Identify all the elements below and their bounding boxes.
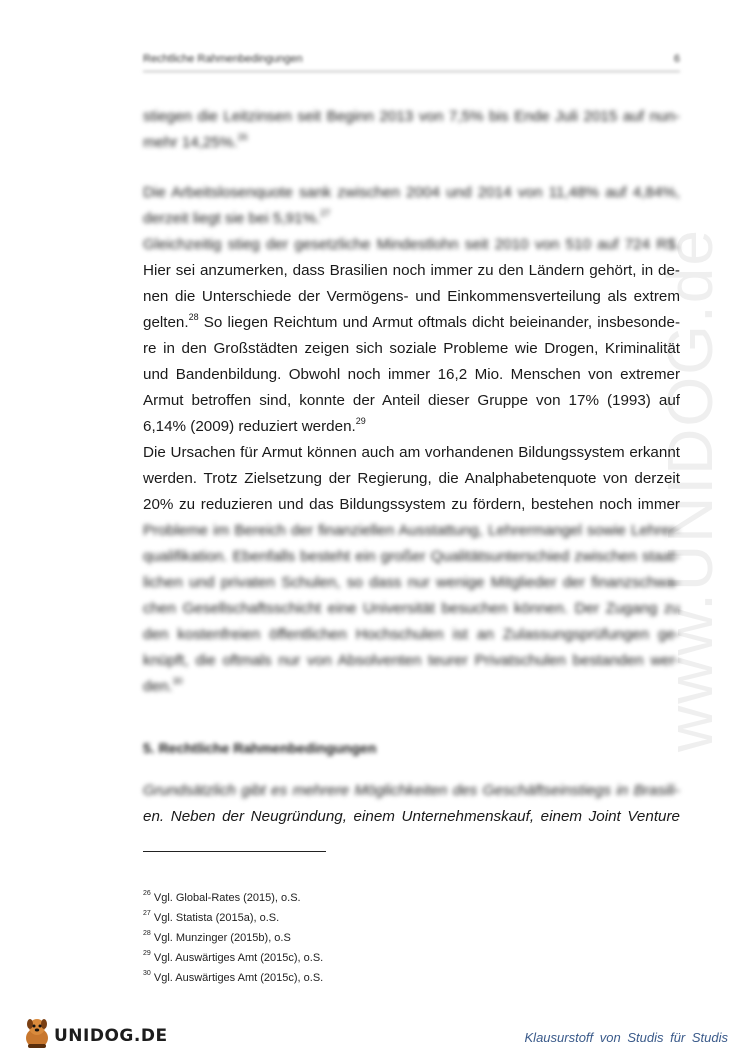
running-header bbox=[143, 53, 680, 72]
text-line: nen die Unterschiede der Vermögens- und Einkommensverteilung als extrem bbox=[143, 288, 680, 305]
logo-text: UNIDOG.DE bbox=[54, 1025, 168, 1046]
text-line: Die Arbeitslosenquote sank zwischen 2004 und 2014 von 11,48% auf 4,84%, bbox=[143, 184, 680, 201]
text-line: re in den Großstädten zeigen sich soziale Probleme wie Drogen, Kriminalität bbox=[143, 340, 680, 357]
paragraph-education bbox=[143, 518, 680, 700]
section-heading: 5. Rechtliche Rahmenbedingungen bbox=[143, 740, 377, 756]
text-line: Hier sei anzumerken, dass Brasilien noch immer zu den Ländern gehört, in de- bbox=[143, 262, 680, 279]
text-line: qualifikation. Ebenfalls besteht ein großer Qualitätsunterschied zwischen staat- bbox=[143, 548, 680, 565]
footnote-ref[interactable]: 29 bbox=[355, 415, 366, 426]
footnote-item: $^{26}$ Vgl. Global-Rates (2015), o.S. bbox=[143, 890, 301, 904]
text-line: derzeit liegt sie bei 5,91%.$^{27}$ bbox=[143, 207, 331, 227]
slogan-text: Klausurstoff von Studis für Studis bbox=[524, 1030, 728, 1045]
footnote-ref[interactable]: 26 bbox=[237, 131, 248, 142]
text-line: chen Gesellschaftsschicht eine Universität besuchen können. Der Zugang zu bbox=[143, 600, 680, 617]
paragraph-inequality bbox=[143, 258, 680, 518]
text-line: Gleichzeitig stieg der gesetzliche Mindestlohn seit 2010 von 510 auf 724 R$. bbox=[143, 236, 680, 253]
paragraph-market-entry bbox=[143, 778, 680, 830]
text-line: Armut betroffen sind, konnte der Anteil dieser Gruppe von 17% (1993) auf bbox=[143, 392, 680, 409]
footnote-ref[interactable]: 30 bbox=[172, 675, 183, 686]
text-line: stiegen die Leitzinsen seit Beginn 2013 von 7,5% bis Ende Juli 2015 auf nun- bbox=[143, 108, 680, 125]
footnote-item: $^{30}$ Vgl. Auswärtiges Amt (2015c), o.S. bbox=[143, 970, 324, 984]
text-line: Probleme im Bereich der finanziellen Ausstattung, Lehrermangel sowie Lehrer- bbox=[143, 522, 680, 539]
watermark: www.UNIDOG.de bbox=[654, 228, 726, 752]
text-line: 20% zu reduzieren und das Bildungssystem zu fördern, bestehen noch immer bbox=[143, 496, 680, 513]
footnote-ref[interactable]: 27 bbox=[320, 207, 331, 218]
paragraph-unemployment bbox=[143, 180, 680, 258]
text-line: mehr 14,25%.$^{26}$ bbox=[143, 131, 248, 151]
paragraph-interest-rates bbox=[143, 104, 680, 156]
footnote-item: $^{29}$ Vgl. Auswärtiges Amt (2015c), o.S. bbox=[143, 950, 324, 964]
footnote-ref[interactable]: 28 bbox=[188, 311, 199, 322]
header-page-number: 6 bbox=[673, 53, 680, 65]
dog-mascot-icon bbox=[22, 1016, 52, 1055]
text-line: lichen und privaten Schulen, so dass nur wenige Mitglieder der finanzschwa- bbox=[143, 574, 680, 591]
header-title: Rechtliche Rahmenbedingungen bbox=[143, 53, 303, 65]
text-line: werden. Trotz Zielsetzung der Regierung, die Analphabetenquote von derzeit bbox=[143, 470, 680, 487]
footnote-item: $^{28}$ Vgl. Munzinger (2015b), o.S bbox=[143, 930, 291, 944]
text-line: und Bandenbildung. Obwohl noch immer 16,2 Mio. Menschen von extremer bbox=[143, 366, 680, 383]
text-line: 6,14% (2009) reduziert werden.$^{29}$ bbox=[143, 415, 366, 435]
text-line: den kostenfreien öffentlichen Hochschulen ist an Zulassungsprüfungen ge- bbox=[143, 626, 680, 643]
text-line: gelten.$^{28}$ So liegen Reichtum und Armut oftmals dicht beieinander, insbesonde- bbox=[143, 311, 680, 331]
text-line: en. Neben der Neugründung, einem Unternehmenskauf, einem Joint Venture bbox=[143, 808, 680, 825]
footnote-divider bbox=[143, 851, 326, 852]
unidog-logo[interactable] bbox=[22, 1016, 168, 1055]
text-line: Die Ursachen für Armut können auch am vorhandenen Bildungssystem erkannt bbox=[143, 444, 680, 461]
footnote-list bbox=[143, 888, 323, 988]
text-line: Grundsätzlich gibt es mehrere Möglichkeiten des Geschäftseinstiegs in Brasili- bbox=[143, 782, 680, 799]
footnote-item: $^{27}$ Vgl. Statista (2015a), o.S. bbox=[143, 910, 280, 924]
text-line: den.$^{30}$ bbox=[143, 675, 183, 695]
text-line: knüpft, die oftmals nur von Absolventen teurer Privatschulen bestanden wer- bbox=[143, 652, 680, 669]
